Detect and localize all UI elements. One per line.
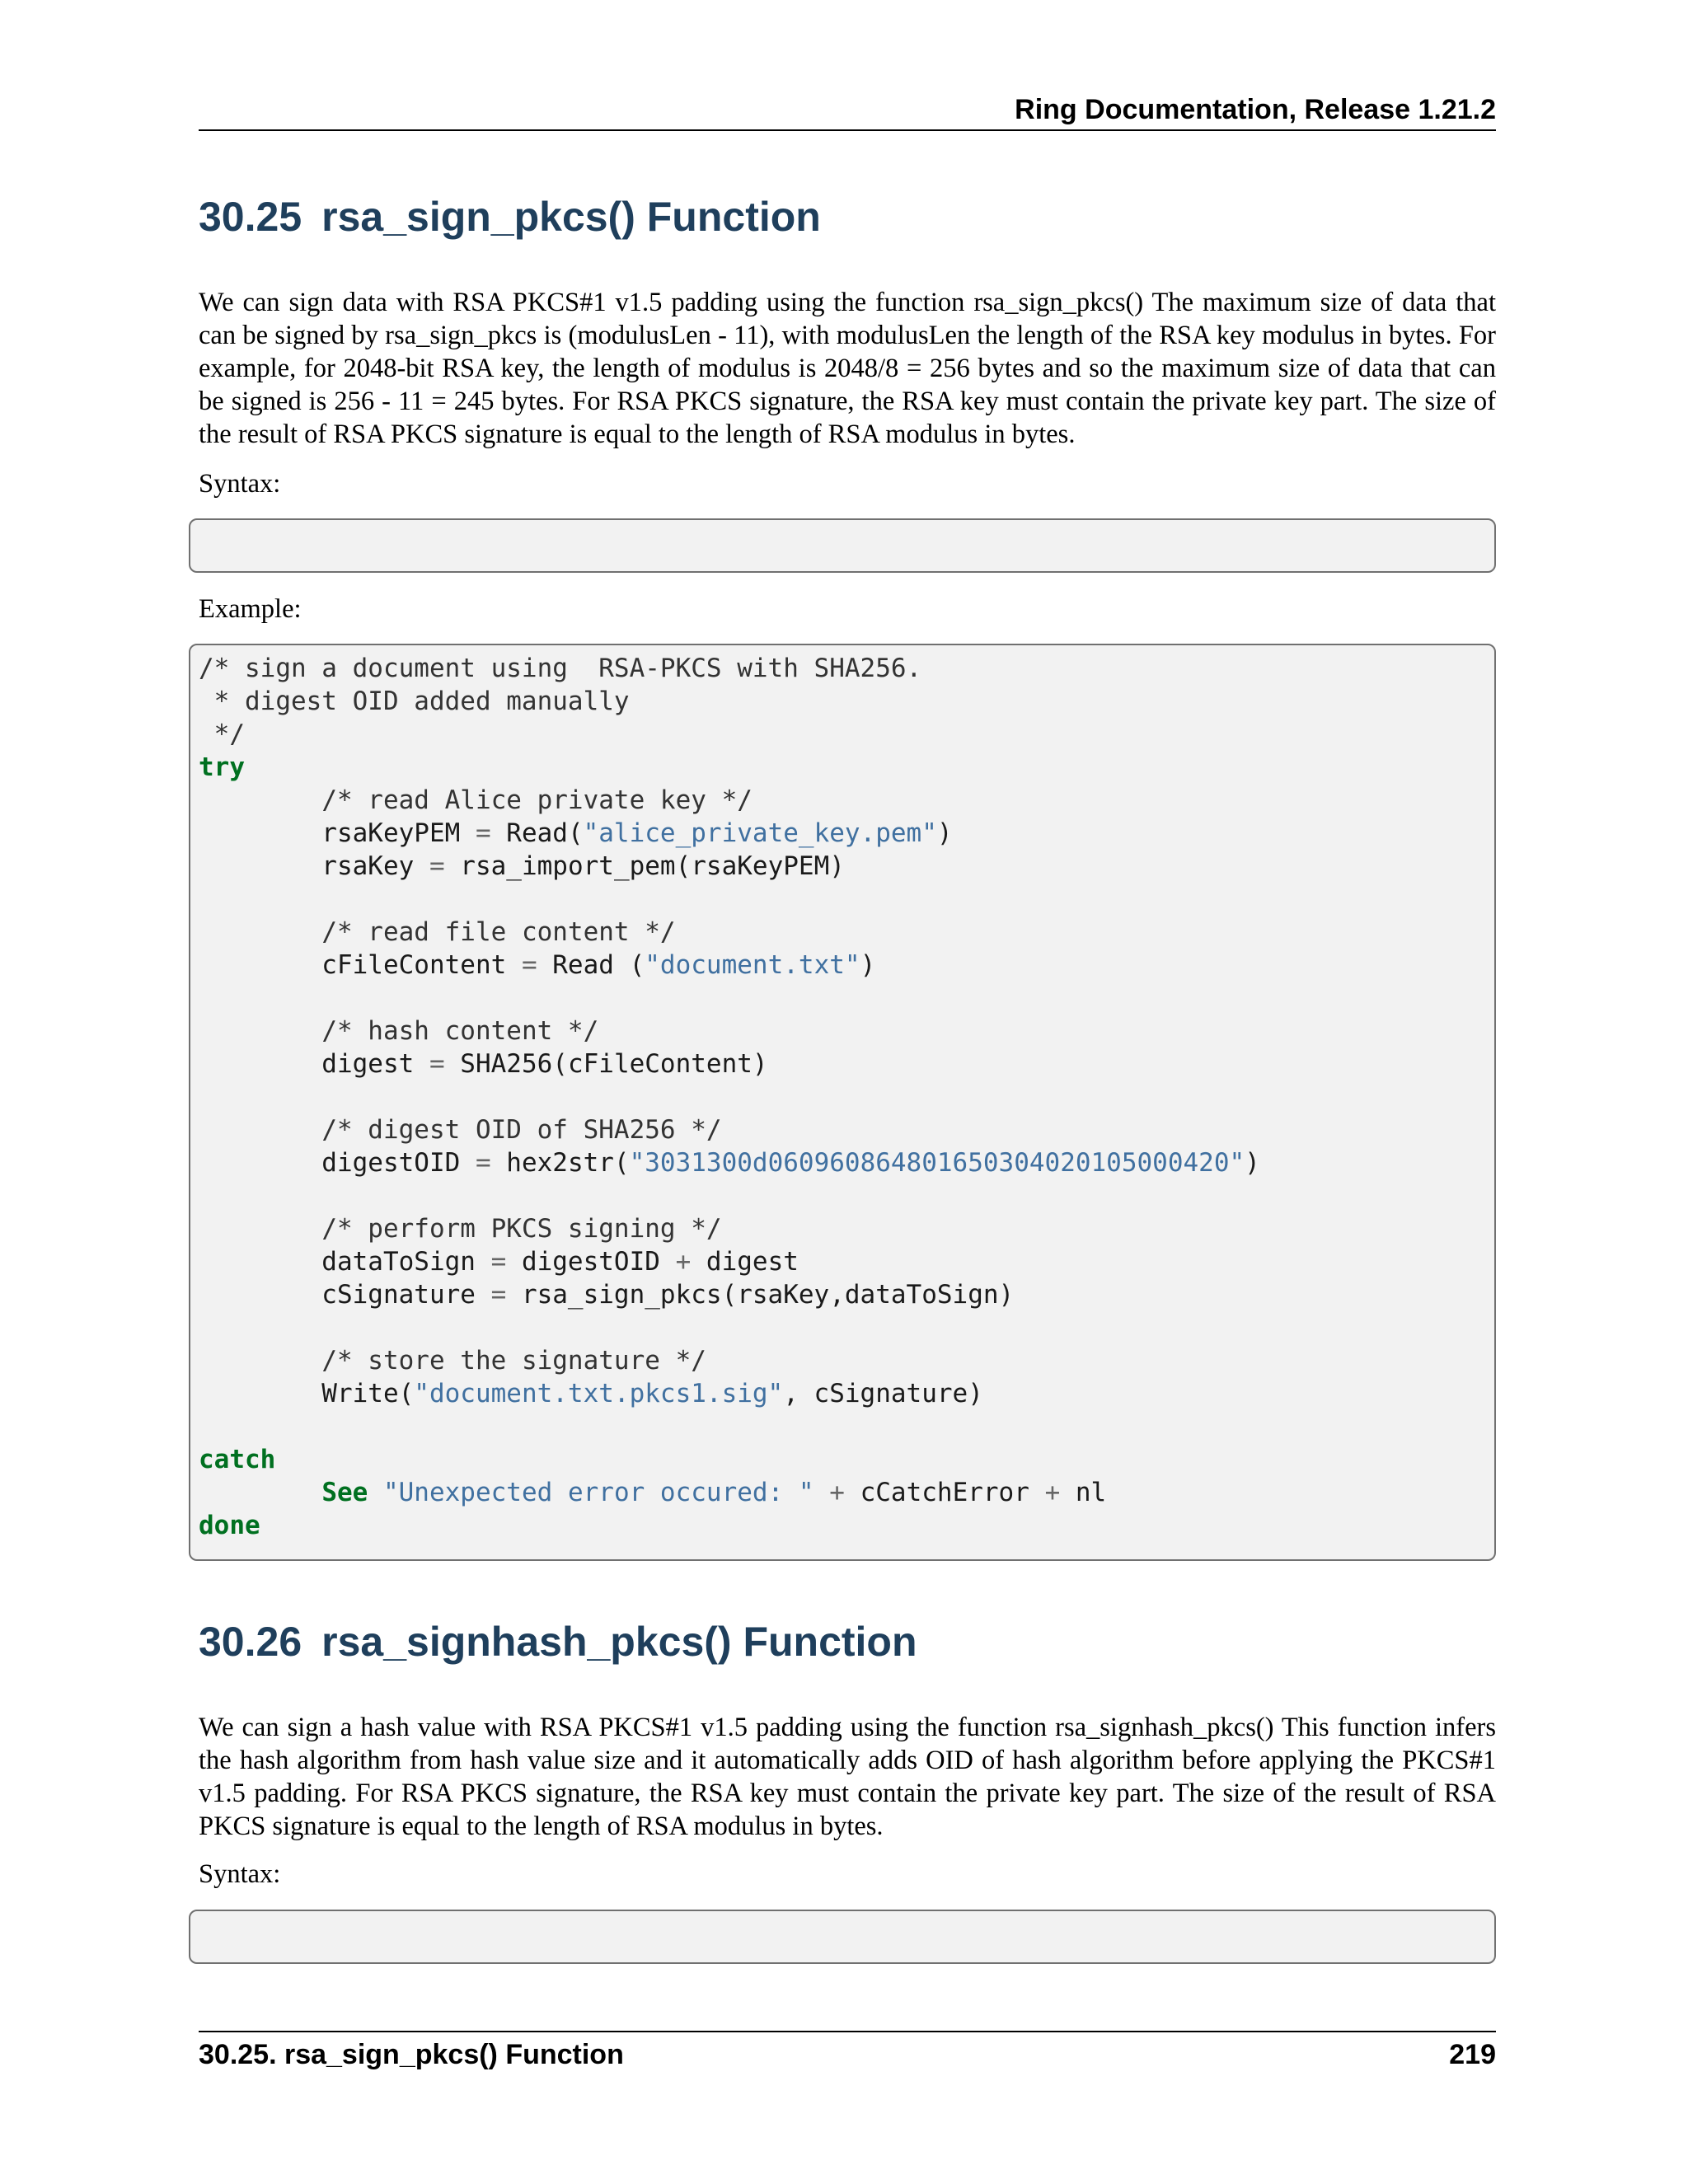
code-line (199, 1245, 1494, 1278)
code-text (199, 1016, 321, 1046)
code-line (199, 1278, 1494, 1311)
code-operator: = (521, 950, 537, 980)
code-text (199, 917, 321, 947)
code-string: "Unexpected error occured: " (382, 1478, 814, 1507)
code-text: ) (936, 818, 953, 848)
code-string: "3031300d060960864801650304020105000420" (629, 1148, 1245, 1178)
code-operator: + (675, 1247, 692, 1277)
code-text (199, 1115, 321, 1145)
example-code-block (189, 644, 1496, 1561)
code-comment: /* perform PKCS signing */ (321, 1214, 722, 1244)
code-line (199, 1311, 1494, 1344)
code-line (199, 817, 1494, 850)
section-description: We can sign a hash value with RSA PKCS#1 v1.5 padding using the function rsa_signhash_pkcs() This function infers the hash algorithm from hash value size and it automatically adds OID of hash algorithm before applying the PKCS#1 v1.5 padding. For RSA PKCS signature, the RSA key must contain the private key part. The size of the result of RSA PKCS signature is equal to the length of RSA modulus in bytes. (199, 1713, 1496, 1841)
running-header: Ring Documentation, Release 1.21.2 (1015, 94, 1496, 125)
code-line (199, 1146, 1494, 1179)
footer-section-title: 30.25. rsa_sign_pkcs() Function (199, 2039, 624, 2070)
code-text: , cSignature) (783, 1379, 983, 1408)
example-label: Example: (199, 594, 302, 624)
section-title: rsa_signhash_pkcs() Function (321, 1619, 917, 1665)
code-text: digestOID (506, 1247, 676, 1277)
code-line (199, 982, 1494, 1015)
code-operator: + (829, 1478, 845, 1507)
section-heading-30-26 (199, 1617, 917, 1666)
section-description: We can sign data with RSA PKCS#1 v1.5 padding using the function rsa_sign_pkcs() The maximum size of data that can be signed by rsa_sign_pkcs is (modulusLen - 11), with modulusLen the length of the RSA key modulus in bytes. For example, for 2048-bit RSA key, the length of modulus is 2048/8 = 256 bytes and so the maximum size of data that can be signed is 256 - 11 = 245 bytes. For RSA PKCS signature, the RSA key must contain the private key part. The size of the result of RSA PKCS signature is equal to the length of RSA modulus in bytes. (199, 288, 1496, 449)
code-operator: = (475, 818, 491, 848)
code-text (199, 785, 321, 815)
code-keyword: done (199, 1511, 260, 1540)
code-text: Read( (490, 818, 584, 848)
code-line (199, 751, 1494, 784)
code-line (199, 1179, 1494, 1212)
code-line (199, 1113, 1494, 1146)
code-text (368, 1478, 383, 1507)
code-operator: = (490, 1280, 507, 1310)
code-text: cSignature (199, 1280, 491, 1310)
code-comment: /* store the signature */ (321, 1346, 706, 1376)
code-text: Write( (199, 1379, 415, 1408)
code-text: cFileContent (199, 950, 522, 980)
code-comment: * digest OID added manually (199, 687, 630, 716)
page-number: 219 (1449, 2039, 1496, 2070)
code-keyword: try (199, 752, 245, 782)
code-operator: = (490, 1247, 507, 1277)
code-line (199, 1080, 1494, 1113)
code-text (814, 1478, 830, 1507)
code-comment: */ (199, 719, 245, 749)
code-text: digest (691, 1247, 799, 1277)
code-text: ) (860, 950, 876, 980)
code-comment: /* read file content */ (321, 917, 676, 947)
code-comment: /* read Alice private key */ (321, 785, 753, 815)
code-text: ) (1245, 1148, 1260, 1178)
code-line (199, 1377, 1494, 1410)
code-line (199, 685, 1494, 718)
code-text (199, 1346, 321, 1376)
section-title: rsa_sign_pkcs() Function (321, 194, 821, 240)
code-text: rsaKey (199, 851, 429, 881)
code-line (199, 1410, 1494, 1443)
code-line (199, 784, 1494, 817)
section-number: 30.26 (199, 1619, 302, 1665)
code-text: cCatchError (844, 1478, 1045, 1507)
document-page (199, 0, 1496, 2184)
code-string: "document.txt.pkcs1.sig" (414, 1379, 784, 1408)
code-line (199, 916, 1494, 949)
code-text: SHA256(cFileContent) (444, 1049, 768, 1079)
code-line (199, 949, 1494, 982)
code-line (199, 1212, 1494, 1245)
code-text: rsa_sign_pkcs(rsaKey,dataToSign) (506, 1280, 1015, 1310)
code-operator: = (429, 1049, 445, 1079)
code-operator: + (1044, 1478, 1061, 1507)
code-text: dataToSign (199, 1247, 491, 1277)
code-string: "alice_private_key.pem" (583, 818, 937, 848)
syntax-label: Syntax: (199, 469, 281, 499)
code-keyword: See (321, 1478, 368, 1507)
code-operator: = (475, 1148, 491, 1178)
code-line (199, 1476, 1494, 1509)
code-text: digest (199, 1049, 429, 1079)
code-text: rsa_import_pem(rsaKeyPEM) (444, 851, 845, 881)
syntax-code-block (189, 518, 1496, 573)
section-heading-30-25 (199, 192, 821, 241)
syntax-code-block (189, 1910, 1496, 1964)
code-keyword: catch (199, 1445, 276, 1474)
code-operator: = (429, 851, 445, 881)
section-number: 30.25 (199, 194, 302, 240)
syntax-label: Syntax: (199, 1859, 281, 1889)
code-line (199, 1015, 1494, 1047)
code-text (199, 1478, 321, 1507)
code-comment: /* sign a document using RSA-PKCS with SHA256. (199, 654, 922, 683)
code-line (199, 652, 1494, 685)
code-text: hex2str( (490, 1148, 630, 1178)
code-line (199, 1443, 1494, 1476)
code-text: rsaKeyPEM (199, 818, 476, 848)
code-comment: /* digest OID of SHA256 */ (321, 1115, 722, 1145)
code-string: "document.txt" (645, 950, 860, 980)
code-line (199, 883, 1494, 916)
code-line (199, 1047, 1494, 1080)
header-divider (199, 129, 1496, 131)
code-line (199, 718, 1494, 751)
code-line (199, 850, 1494, 883)
code-comment: /* hash content */ (321, 1016, 599, 1046)
code-line (199, 1509, 1494, 1542)
code-text: digestOID (199, 1148, 476, 1178)
code-text: Read ( (537, 950, 645, 980)
code-line (199, 1344, 1494, 1377)
code-text (199, 1214, 321, 1244)
code-text: nl (1060, 1478, 1107, 1507)
footer-divider (199, 2031, 1496, 2032)
